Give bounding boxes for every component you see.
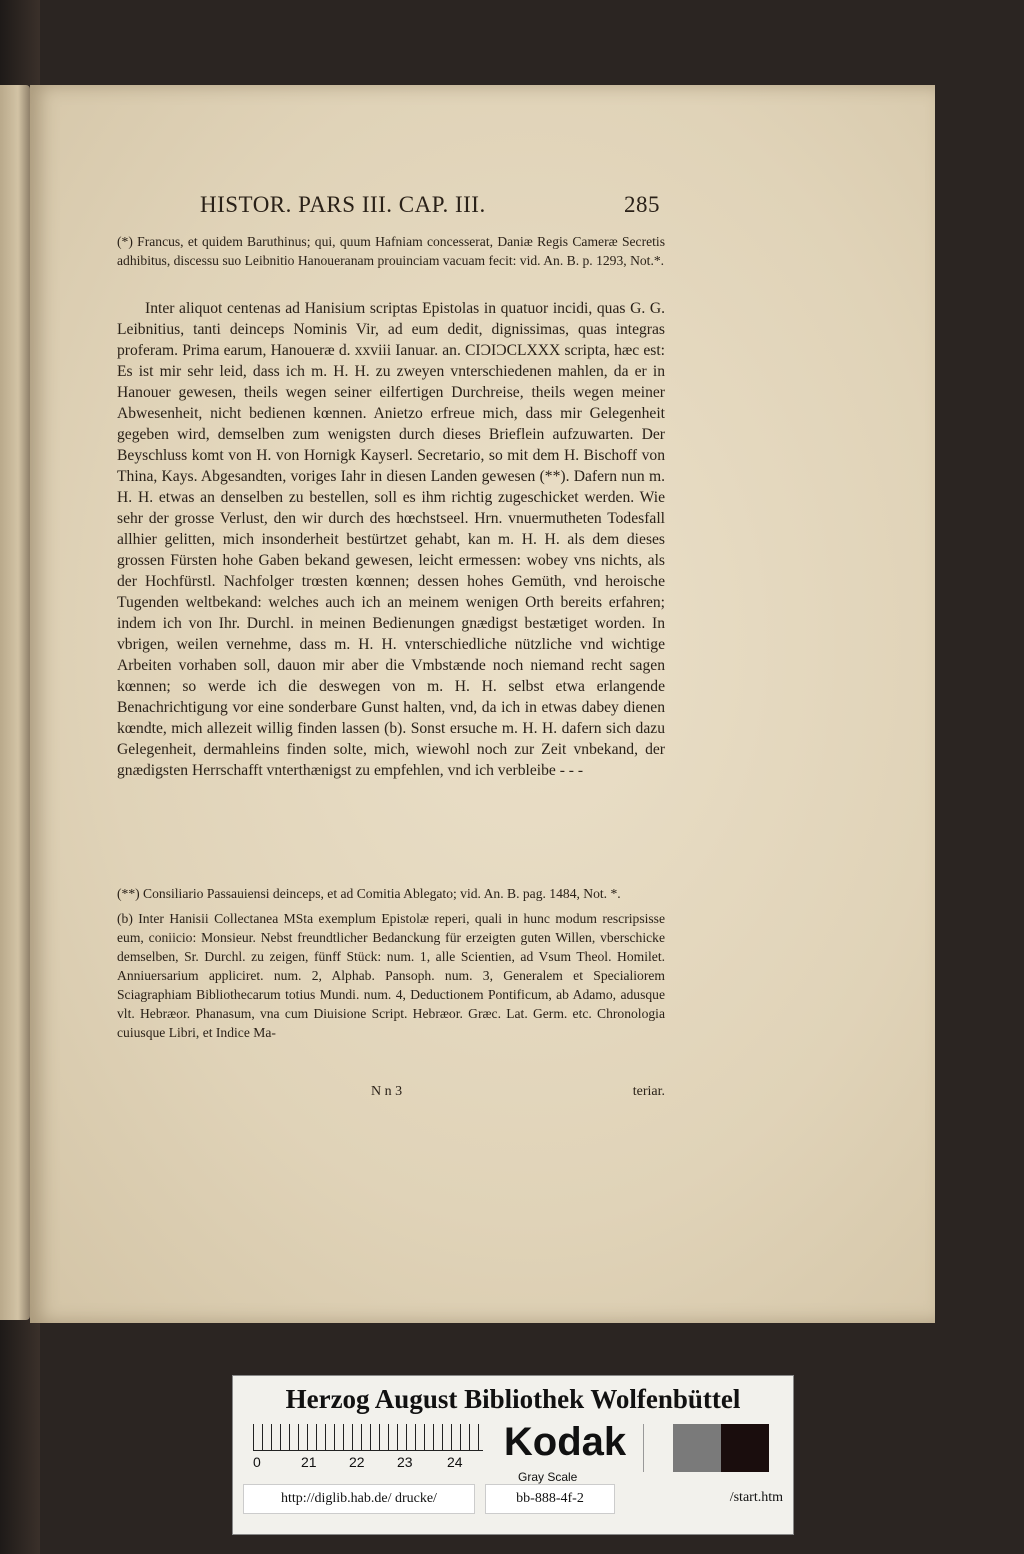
swatch-white xyxy=(643,1424,674,1472)
footnote-b: (b) Inter Hanisii Collectanea MSta exemplum Epistolæ reperi, quali in hunc modum rescripsisse eum, coniicio: Monsieur. Nebst freundtlicher Bedanckung für erzeigten guten Willen, vberschicke demselben, Sr. Durchl. zu zeigen, fünff Stück: num. 1, alle Scientien, ad Vsum Theol. Homilet. Anniuersarium appliciret. num. 2, Alphab. Pansoph. num. 3, Generalem et Specialiorem Sciagraphiam Bibliothecarum totius Mundi. num. 4, Deductionem Pontificum, ab Adamo, adusque vlt. Hebræor. Phanasum, vna cum Diuisione Script. Hebræor. Græc. Lat. Germ. etc. Chronologia cuiusque Libri, et Indice Ma- xyxy=(117,911,665,1040)
page-header xyxy=(200,192,660,220)
shelfmark: bb-888-4f-2 xyxy=(485,1484,615,1514)
swatch-black xyxy=(721,1424,769,1472)
color-target-card xyxy=(232,1375,794,1535)
facing-page-edge xyxy=(0,85,30,1320)
ruler-number: 23 xyxy=(397,1454,413,1470)
footnotes-bottom xyxy=(117,884,665,1048)
ruler-number: 24 xyxy=(447,1454,463,1470)
url-left: http://diglib.hab.de/ drucke/ xyxy=(243,1484,475,1514)
main-text xyxy=(117,298,665,781)
measuring-ruler xyxy=(253,1424,483,1451)
swatch-gray xyxy=(673,1424,721,1472)
library-name: Herzog August Bibliothek Wolfenbüttel xyxy=(285,1384,741,1414)
gray-scale-label: Gray Scale xyxy=(518,1470,578,1484)
url-right: /start.htm xyxy=(729,1490,783,1505)
signature-line xyxy=(117,1084,665,1104)
footnote-top xyxy=(117,232,665,270)
signature-mark: N n 3 xyxy=(371,1084,403,1099)
ruler-number: 0 xyxy=(253,1454,261,1470)
kodak-logo: Kodak xyxy=(503,1420,627,1464)
footnote-top-text: (*) Francus, et quidem Baruthinus; qui, quum Hafniam concesserat, Daniæ Regis Cameræ Secretis adhibitus, discessu suo Leibnitio Hanoueranam prouinciam vacuam fecit: vid. An. B. p. 1293, Not.*. xyxy=(117,234,665,268)
running-head: HISTOR. PARS III. CAP. III. xyxy=(200,192,486,217)
page-number: 285 xyxy=(624,192,660,217)
main-text-paragraph: Inter aliquot centenas ad Hanisium scriptas Epistolas in quatuor incidi, quas G. G. Leibnitius, tanti deinceps Nominis Vir, ad eum dedit, dignissimas, quas integras proferam. Prima earum, Hanoueræ d. xxviii Ianuar. an. CIƆIƆCLXXX scripta, hæc est: Es ist mir sehr leid, dass ich m. H. H. zu zweyen vnterschiedenen mahlen, da er in Hanouer gewesen, theils wegen seiner eilfertigen Durchreise, theils wegen meiner Abwesenheit, nicht bedienen kœnnen. Anietzo erfreue mich, dass mir Gelegenheit gegeben wird, demselben zum wenigsten durch dieses Brieflein aufzuwarten. Der Beyschluss komt von H. von Hornigk Kayserl. Secretario, so mit dem H. Bischoff von Thina, Kays. Abgesandten, voriges Iahr in diesen Landen gewesen (**). Dafern nun m. H. H. etwas an denselben zu bestellen, soll es ihm richtig zugeschicket werden. Wie sehr der grosse Verlust, den wir durch des hœchstseel. Hrn. vnuermutheten Todesfall allhier gelitten, mich insonderheit bestürtzet gehabt, kan m. H. H. als dem dieses grossen Fürsten hohe Gaben bekand gewesen, leicht ermessen: wobey vns nichts, als der Hochfürstl. Nachfolger trœsten kœnnen; dessen hohes Gemüth, vnd heroische Tugenden weltbekand: welches auch ich an meinem wenigen Orth bereits erfahren; indem ich von Ihr. Durchl. in meinen Bedienungen gnædigst bestætiget worden. In vbrigen, weilen vernehme, dass m. H. H. vnterschiedliche nützliche vnd wichtige Arbeiten vorhaben soll, dauon mir aber die Vmbstænde noch niemand recht sagen kœnnen; so werde ich die deswegen von m. H. H. selbst etwa erlangende Benachrichtigung vor eine sonderbare Gunst halten, vnd, da ich in etwas dabey dienen kœndte, mich allezeit willig finden lassen (b). Sonst ersuche m. H. H. dafern sich dazu Gelegenheit, dermahleins finden solte, mich, wiewohl noch zur Zeit vnbekand, der gnædigsten Herrschafft vnterthænigst zu empfehlen, vnd ich verbleibe - - - xyxy=(117,300,665,779)
catchword: teriar. xyxy=(632,1084,665,1099)
ruler-number: 21 xyxy=(301,1454,317,1470)
ruler-number: 22 xyxy=(349,1454,365,1470)
ruler-numbers xyxy=(253,1454,493,1472)
footnote-double-star: (**) Consiliario Passauiensi deinceps, et ad Comitia Ablegato; vid. An. B. pag. 1484, Not. *. xyxy=(117,886,621,901)
